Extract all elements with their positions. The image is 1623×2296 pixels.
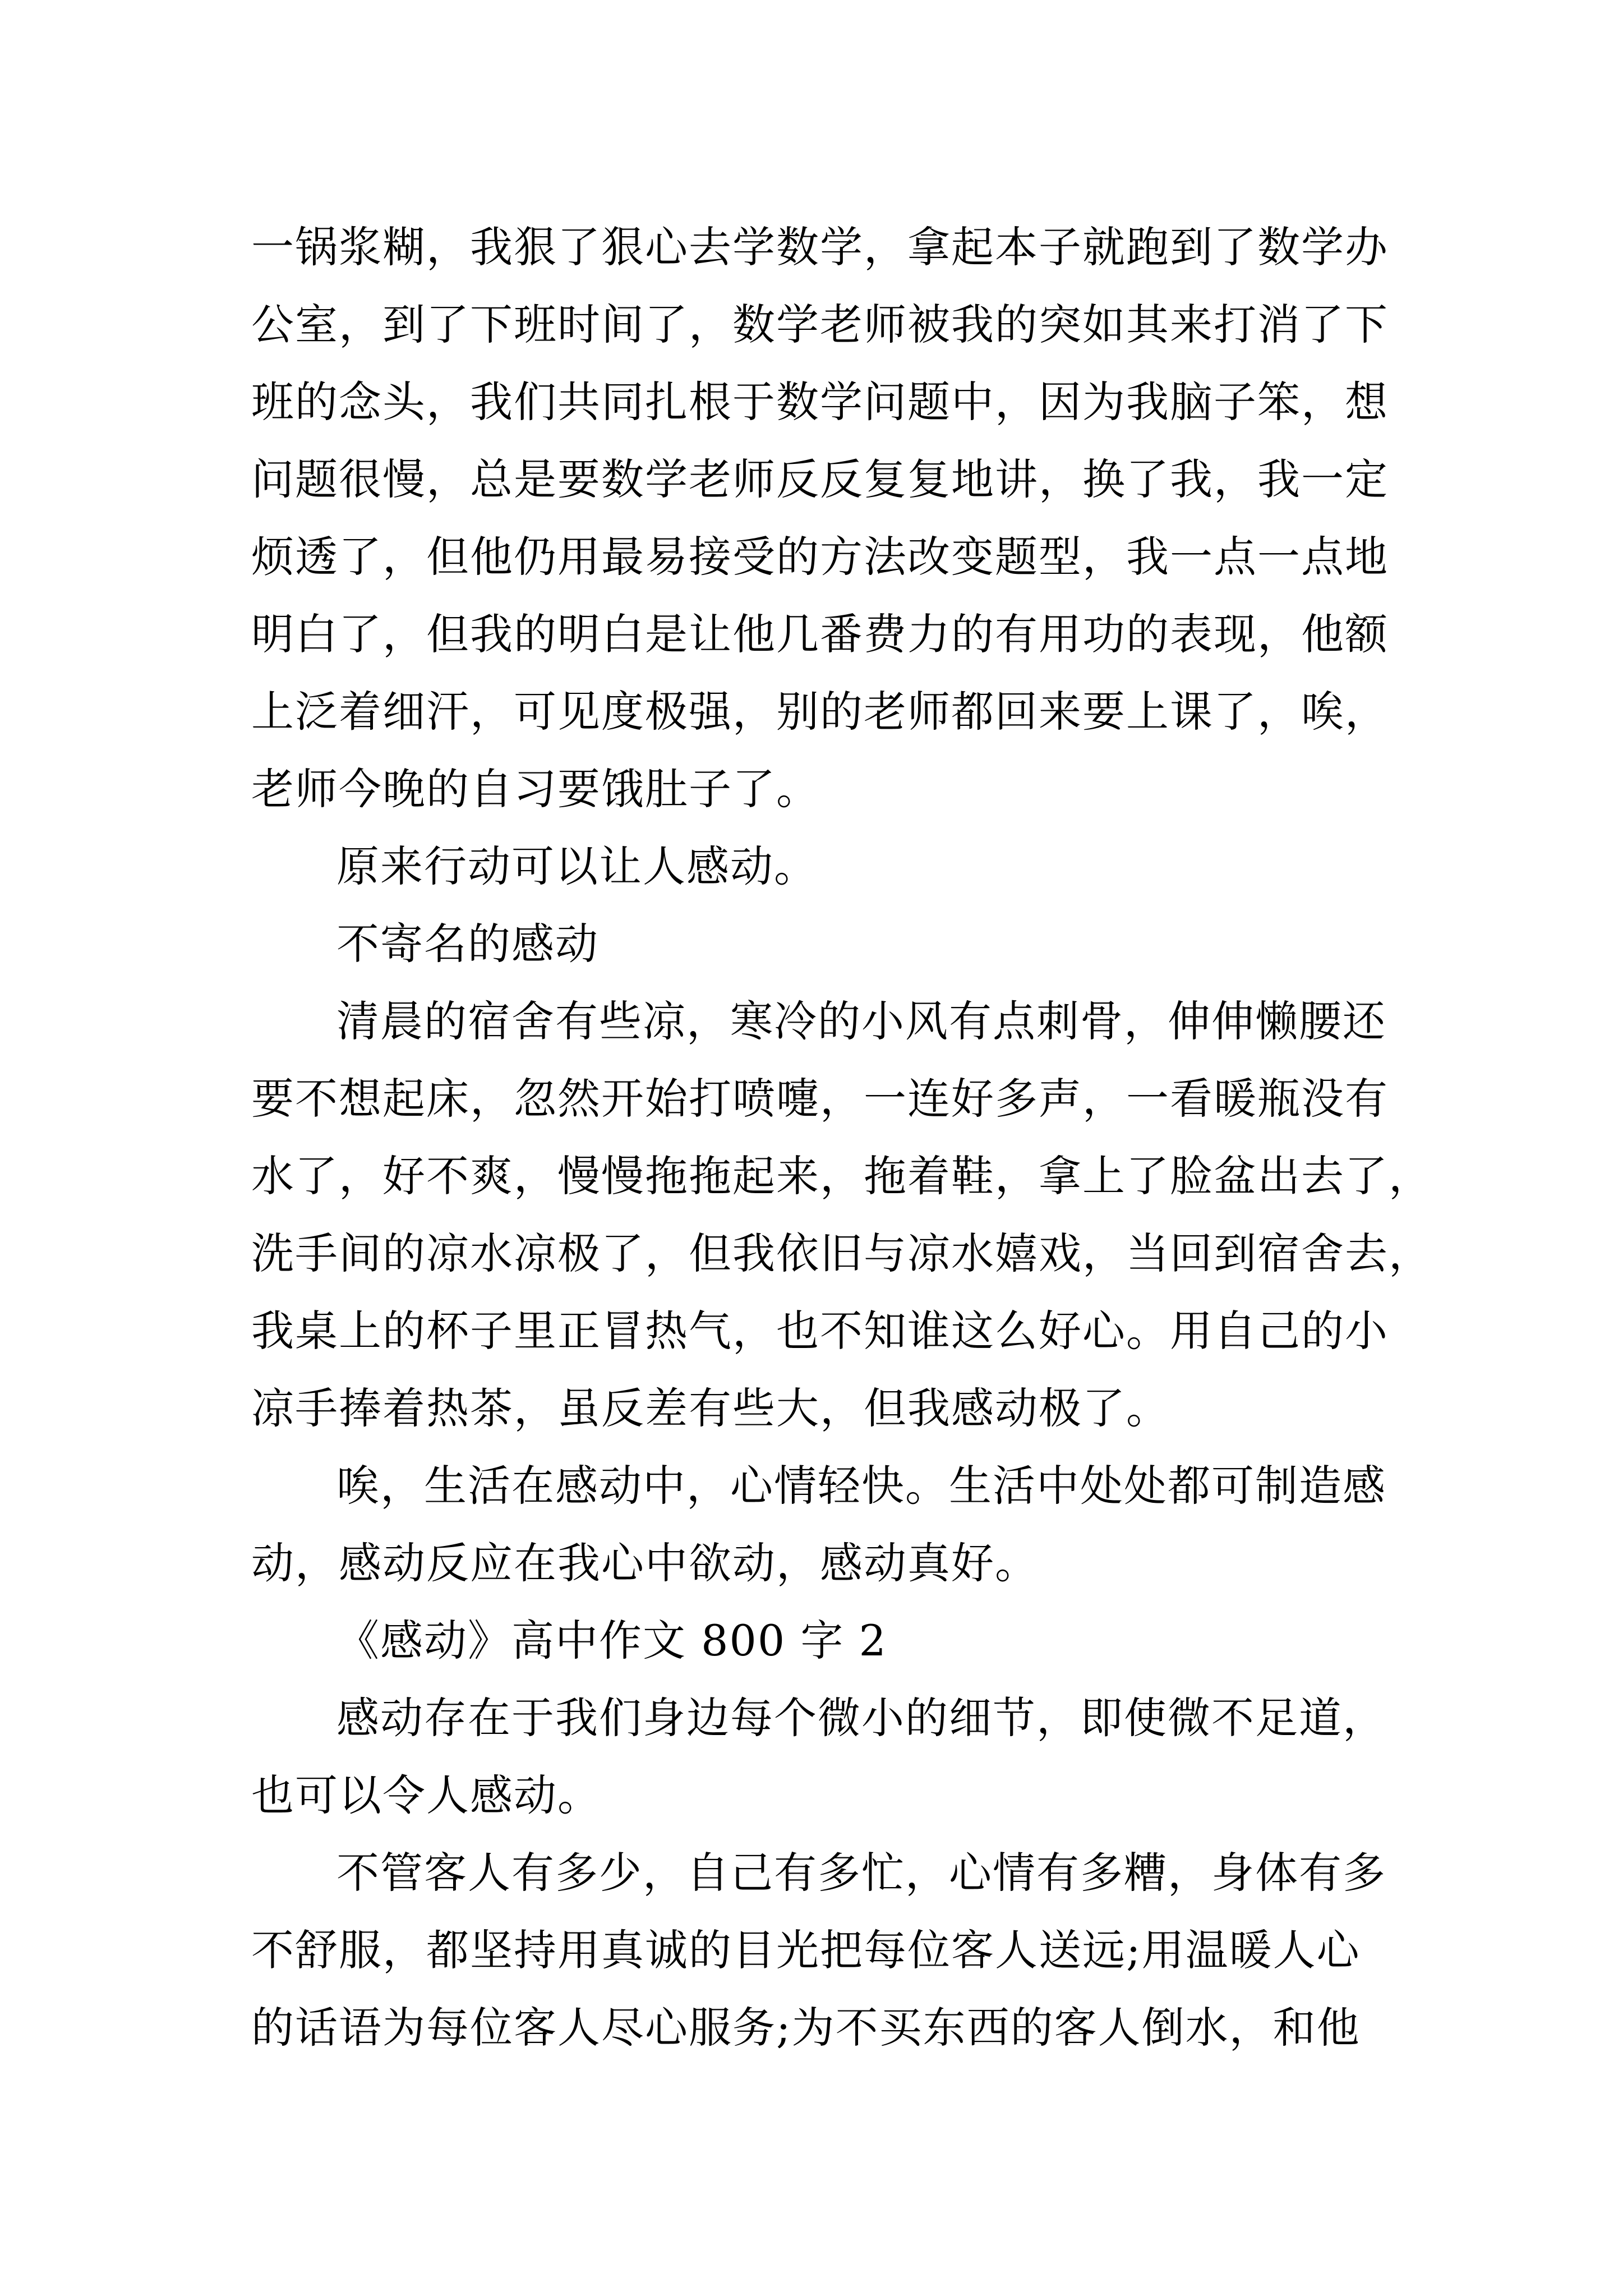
section-heading: 不寄名的感动 [336, 919, 599, 969]
section-heading: 《感动》高中作文 800 字 2 [336, 1616, 887, 1665]
paragraph-line: 动，感动反应在我心中欲动，感动真好。 [251, 1538, 1039, 1588]
paragraph-line: 我桌上的杯子里正冒热气，也不知谁这么好心。用自己的小 [251, 1306, 1389, 1356]
paragraph-line: 的话语为每位客人尽心服务;为不买东西的客人倒水，和他 [251, 2003, 1361, 2053]
paragraph-line: 凉手捧着热茶，虽反差有些大，但我感动极了。 [251, 1383, 1170, 1433]
document-body [251, 209, 1432, 2067]
paragraph-line: 公室，到了下班时间了，数学老师被我的突如其来打消了下 [251, 300, 1389, 349]
paragraph-line: 要不想起床，忽然开始打喷嚏，一连好多声，一看暖瓶没有 [251, 1074, 1389, 1124]
paragraph-line: 班的念头，我们共同扎根于数学问题中，因为我脑子笨，想 [251, 377, 1389, 427]
paragraph-line: 一锅浆糊，我狠了狠心去学数学，拿起本子就跑到了数学办 [251, 222, 1389, 272]
paragraph-line: 也可以令人感动。 [251, 1770, 601, 1820]
paragraph-line: 不管客人有多少，自己有多忙，心情有多糟，身体有多 [336, 1848, 1386, 1898]
paragraph-line: 唉，生活在感动中，心情轻快。生活中处处都可制造感 [336, 1461, 1386, 1511]
paragraph-line: 洗手间的凉水凉极了，但我依旧与凉水嬉戏，当回到宿舍去， [251, 1228, 1432, 1278]
paragraph-line: 原来行动可以让人感动。 [336, 841, 818, 891]
paragraph-line: 不舒服，都坚持用真诚的目光把每位客人送远;用温暖人心 [251, 1925, 1361, 1975]
paragraph-line: 水了，好不爽，慢慢拖拖起来，拖着鞋，拿上了脸盆出去了， [251, 1151, 1432, 1201]
paragraph-line: 明白了，但我的明白是让他几番费力的有用功的表现，他额 [251, 609, 1389, 659]
paragraph-line: 老师今晚的自习要饿肚子了。 [251, 764, 820, 814]
paragraph-line: 上泛着细汗，可见度极强，别的老师都回来要上课了，唉， [251, 687, 1389, 737]
paragraph-line: 感动存在于我们身边每个微小的细节，即使微不足道， [336, 1693, 1386, 1743]
paragraph-line: 烦透了，但他仍用最易接受的方法改变题型，我一点一点地 [251, 532, 1389, 582]
paragraph-line: 清晨的宿舍有些凉，寒冷的小风有点刺骨，伸伸懒腰还 [336, 996, 1386, 1046]
paragraph-line: 问题很慢，总是要数学老师反反复复地讲，换了我，我一定 [251, 454, 1389, 504]
